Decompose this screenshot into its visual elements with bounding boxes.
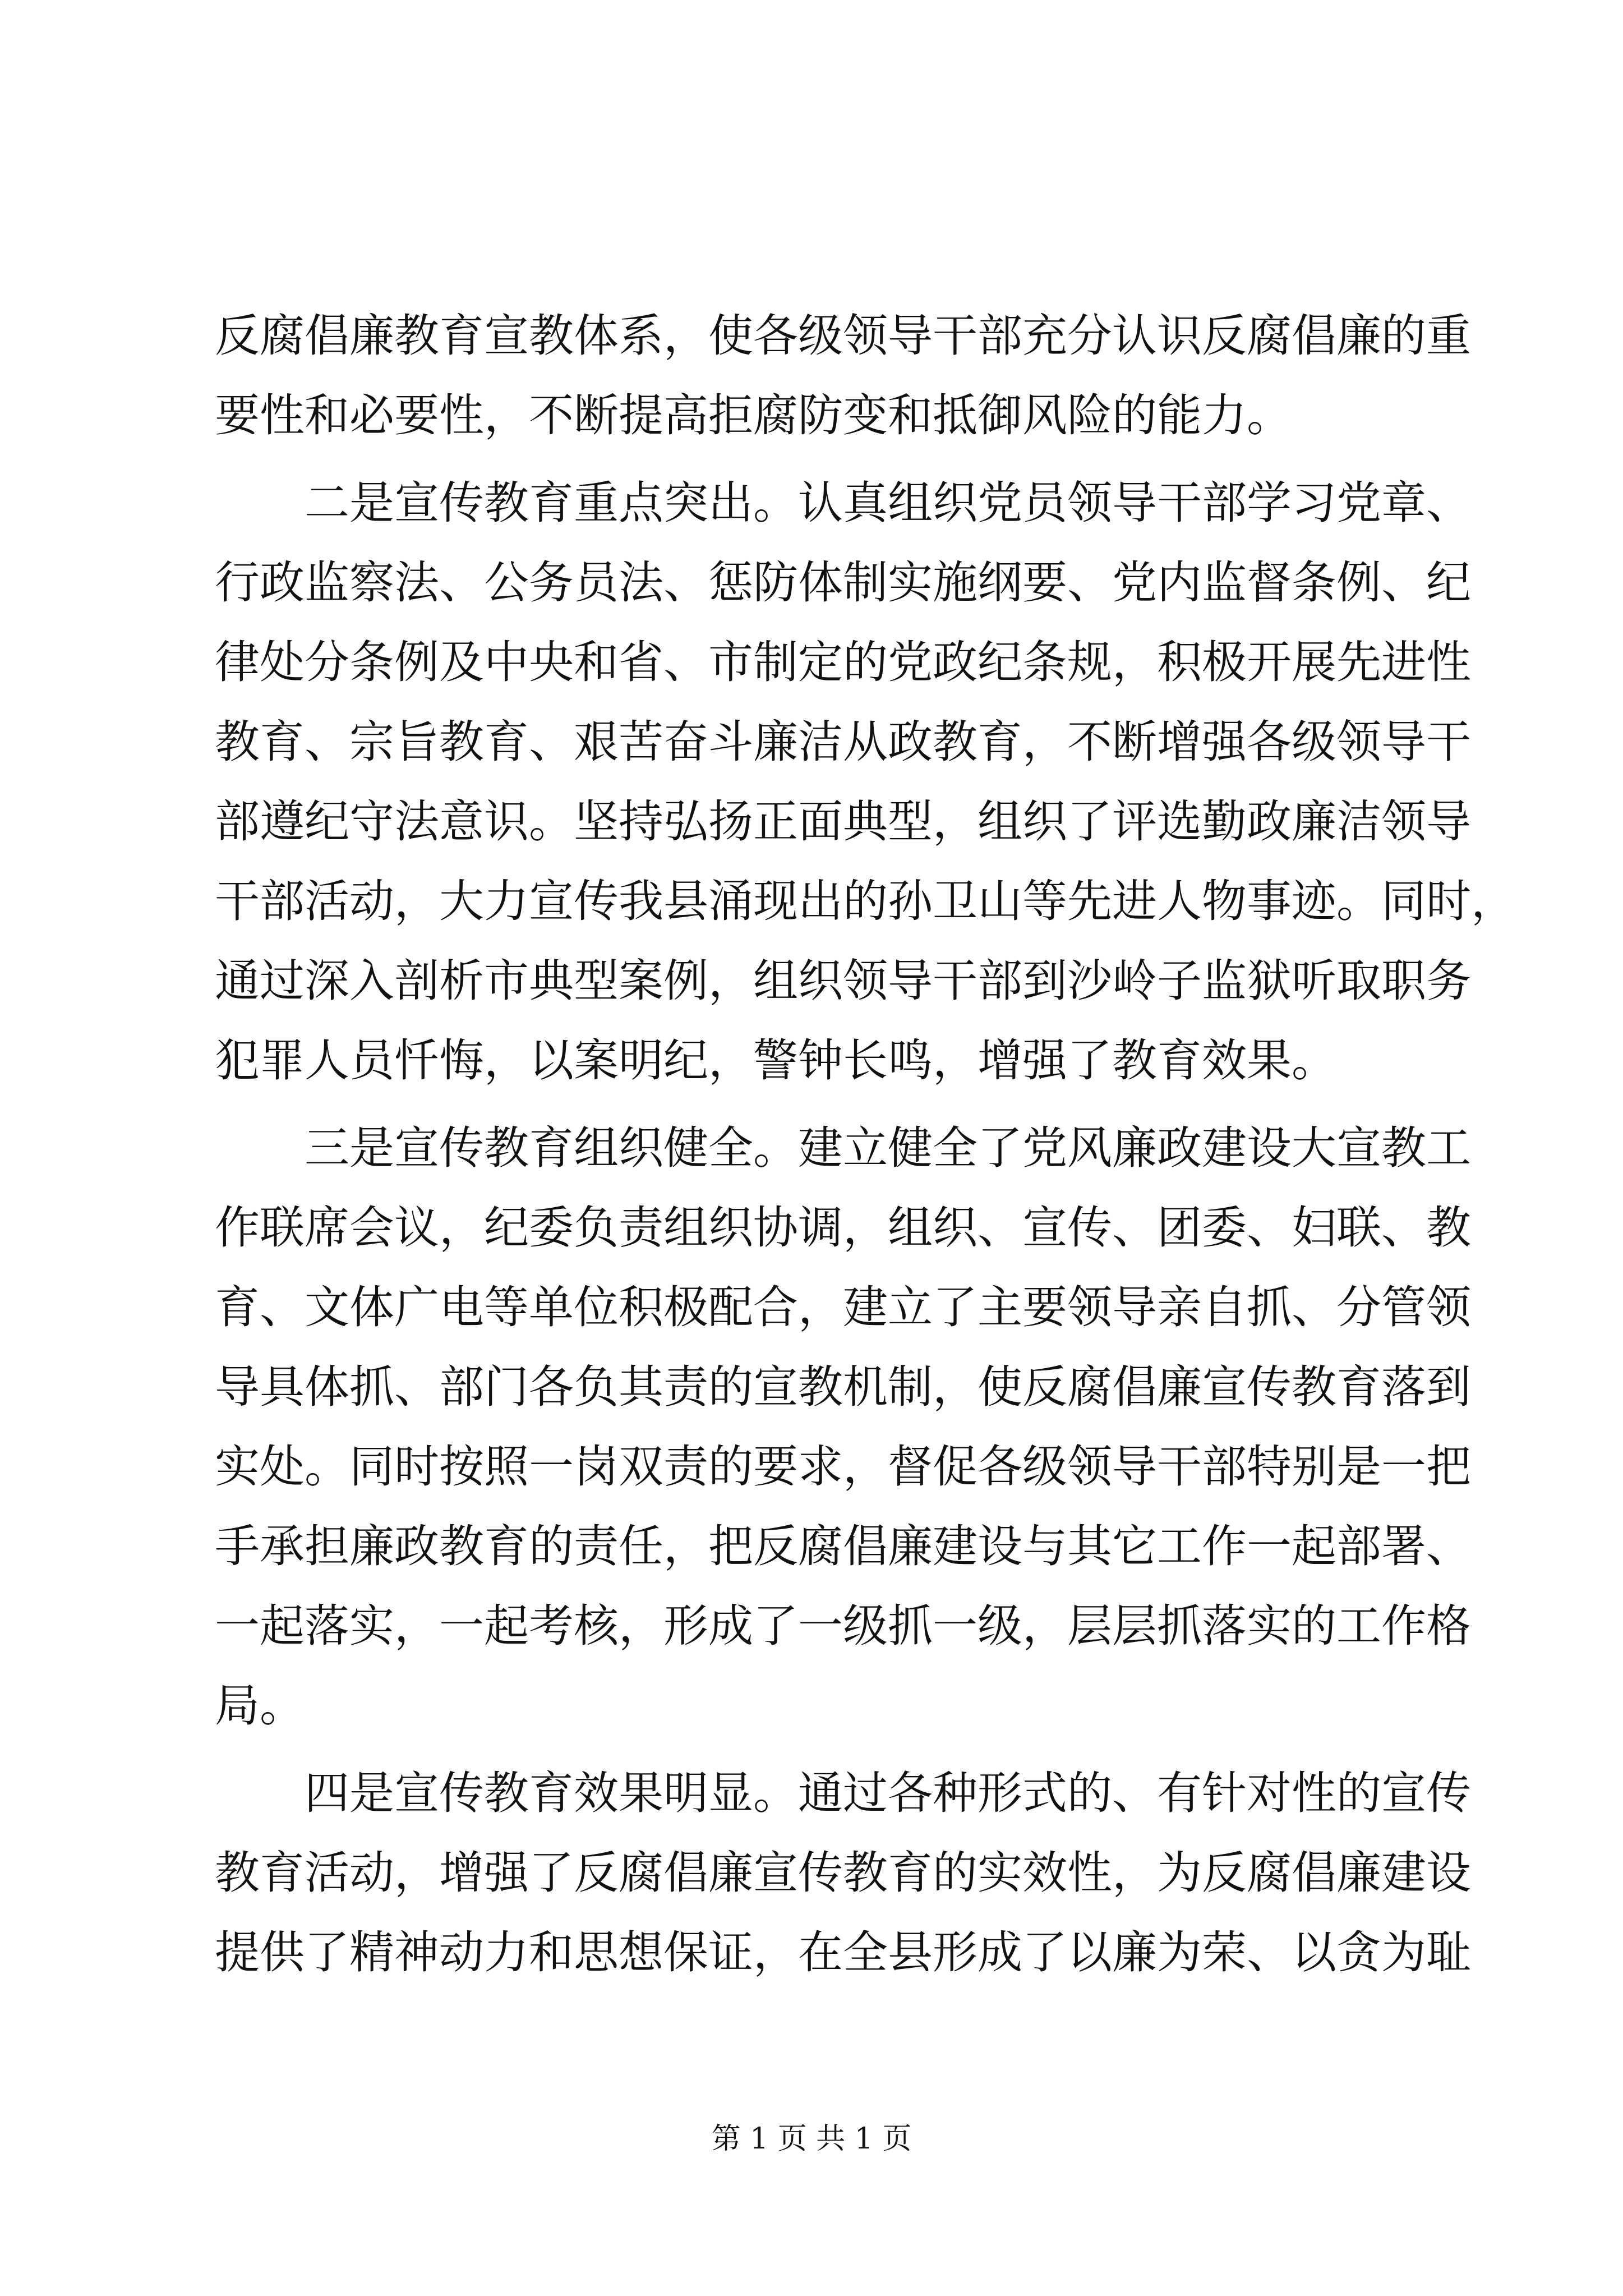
text-line: 作联席会议，纪委负责组织协调，组织、宣传、团委、妇联、教 [215,1202,1471,1254]
text-line: 要性和必要性，不断提高拒腐防变和抵御风险的能力。 [215,389,1292,441]
text-line: 犯罪人员忏悔，以案明纪，警钟长鸣，增强了教育效果。 [215,1034,1336,1087]
text-line: 行政监察法、公务员法、惩防体制实施纲要、党内监督条例、纪 [215,556,1471,609]
text-line: 四是宣传教育效果明显。通过各种形式的、有针对性的宣传 [305,1767,1471,1819]
text-line: 教育、宗旨教育、艰苦奋斗廉洁从政教育，不断增强各级领导干 [215,716,1471,768]
paragraph-organization [215,1108,1471,1746]
page-footer [0,2115,1623,2157]
text-line: 提供了精神动力和思想保证，在全县形成了以廉为荣、以贪为耻 [215,1926,1471,1978]
text-line: 一起落实，一起考核，形成了一级抓一级，层层抓落实的工作格 [215,1600,1471,1652]
text-line: 干部活动，大力宣传我县涌现出的孙卫山等先进人物事迹。同时， [215,875,1516,927]
paragraph-key-points [215,463,1516,1101]
text-line: 通过深入剖析市典型案例，组织领导干部到沙岭子监狱听取职务 [215,955,1471,1007]
text-line: 局。 [215,1680,305,1732]
text-line: 三是宣传教育组织健全。建立健全了党风廉政建设大宣教工 [305,1122,1471,1174]
text-line: 反腐倡廉教育宣教体系，使各级领导干部充分认识反腐倡廉的重 [215,310,1471,362]
text-line: 育、文体广电等单位积极配合，建立了主要领导亲自抓、分管领 [215,1281,1471,1333]
document-body [215,296,1516,1993]
paragraph-effects [215,1754,1471,1993]
text-line: 实处。同时按照一岗双责的要求，督促各级领导干部特别是一把 [215,1441,1471,1493]
paragraph-continuation [215,296,1471,455]
text-line: 二是宣传教育重点突出。认真组织党员领导干部学习党章、 [305,477,1471,529]
text-line: 教育活动，增强了反腐倡廉宣传教育的实效性，为反腐倡廉建设 [215,1847,1471,1899]
text-line: 导具体抓、部门各负其责的宣教机制，使反腐倡廉宣传教育落到 [215,1361,1471,1413]
text-line: 律处分条例及中央和省、市制定的党政纪条规，积极开展先进性 [215,636,1471,688]
text-line: 手承担廉政教育的责任，把反腐倡廉建设与其它工作一起部署、 [215,1520,1471,1572]
page-number-label: 第 1 页 共 1 页 [711,2122,912,2156]
text-line: 部遵纪守法意识。坚持弘扬正面典型，组织了评选勤政廉洁领导 [215,795,1471,848]
